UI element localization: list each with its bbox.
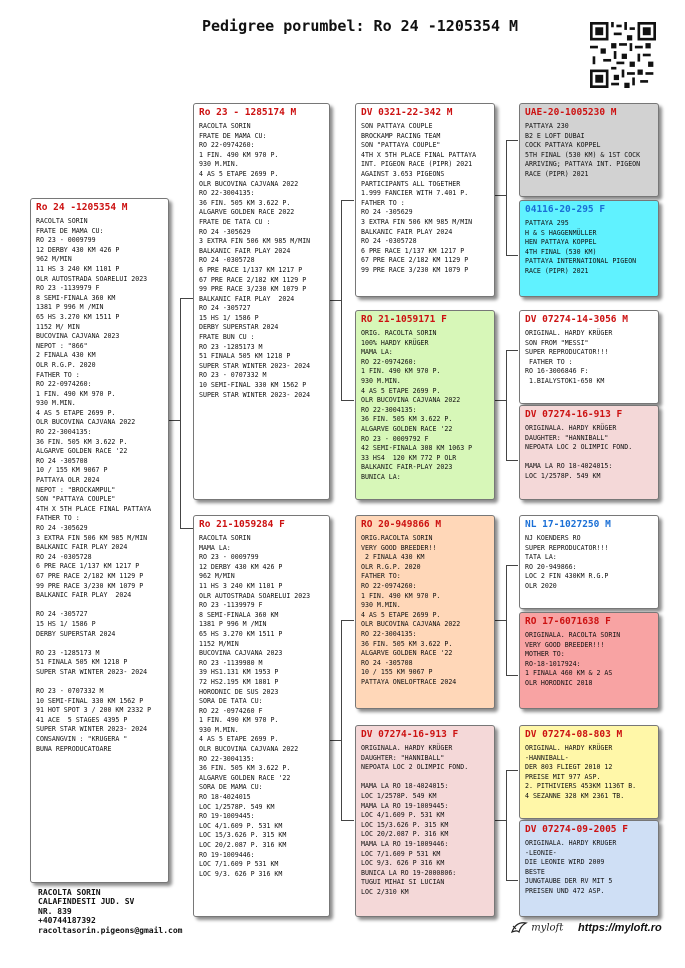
ring-number: DV 07274-16-913 F (525, 409, 623, 420)
connector-line (493, 195, 507, 196)
pigeon-card-sire (193, 103, 330, 500)
pigeon-details: ORIGINAL. HARDY KRÜGER SON FROM "MESSI" SUPER REPRODUCATOR!!! FATHER TO : RO 16-3006846 F: 1.BIALYSTOK1-650 KM (525, 329, 613, 385)
pigeon-card-sdd (519, 405, 659, 500)
connector-line (180, 298, 193, 299)
connector-line (341, 620, 342, 820)
connector-line (180, 298, 181, 528)
breeder-email: racoltasorin.pigeons@gmail.com (38, 925, 183, 935)
pigeon-details: ORIGINALA. HARDY KRÜGER DAUGHTER: "HANNIBALL" NEPOATA LOC 2 OLIMPIC FOND. MAMA LA RO 18-4024015: LOC 1/2578P. 549 KM (525, 424, 633, 480)
pigeon-card-sds (519, 310, 659, 404)
pigeon-card-main (30, 198, 169, 883)
connector-line (506, 140, 518, 141)
connector-line (506, 880, 518, 881)
connector-line (506, 770, 518, 771)
pigeon-details: ORIGINALA. HARDY KRÜGER DAUGHTER: "HANNIBALL" NEPOATA LOC 2 OLIMPIC FOND. MAMA LA RO 18-4024015: LOC 1/2578P. 549 KM MAMA LA RO 19-1009445: LOC 4/1.609 P. 531 KM LOC 15/3.626 P. 315 KM LOC 20/2.087 P. 316 KM MAMA LA RO 19-1009446: LOC 7/1.609 P 531 KM LOC 9/3. 626 P 316 KM BUNICA LA RO 19-2000806: TUGUI MIHAI SI LUCIAN LOC 2/310 KM (361, 744, 469, 896)
pigeon-card-dam-sire (355, 515, 495, 709)
breeder-contact (38, 888, 183, 935)
connector-line (493, 620, 507, 621)
connector-line (341, 200, 354, 201)
connector-line (506, 565, 518, 566)
page-title: Pedigree porumbel: Ro 24 -1205354 M (201, 17, 519, 35)
pigeon-card-dss (519, 515, 659, 609)
connector-line (506, 565, 507, 675)
pigeon-card-ddd (519, 820, 659, 917)
qr-code (590, 22, 656, 88)
connector-line (506, 255, 518, 256)
pigeon-card-dsd (519, 612, 659, 709)
website-link[interactable]: https://myloft.ro (578, 922, 662, 934)
ring-number: DV 07274-08-803 M (525, 729, 623, 740)
pigeon-details: ORIGINALA. HARDY KRUGER -LEONIE- DIE LEONIE WIRD 2009 BESTE JUNGTAUBE DER RV MIT 5 PREISEN UND 472 ASP. (525, 839, 617, 895)
pigeon-details: PATTAYA 230 B2 E LOFT DUBAI COCK PATTAYA KOPPEL 5TH FINAL (530 KM) & 1ST COCK ARRIVING; PATTAYA INT. PIGEON RACE (PIPR) 2021 (525, 122, 641, 178)
pigeon-card-dds (519, 725, 659, 819)
pigeon-details: ORIGINAL. HARDY KRÜGER -HANNIBALL- DER 803 FLIEGT 2010 12 PREISE MIT 977 ASP. 2. PITHIVIERS 453KM 1136T B. 4 SEZANNE 328 KM 2361 TB. (525, 744, 637, 800)
connector-line (180, 528, 193, 529)
connector-line (341, 200, 342, 400)
pigeon-details: ORIGINALA. RACOLTA SORIN VERY GOOD BREEDER!!! MOTHER TO: RO-18-1017924: 1 FINALA 460 KM & 2 AS OLR HORODNIC 2018 (525, 631, 621, 687)
pigeon-card-sire-dam (355, 310, 495, 500)
pigeon-card-sire-sire (355, 103, 495, 297)
connector-line (506, 675, 518, 676)
ring-number: RO 20-949866 M (361, 519, 442, 530)
connector-line (167, 420, 181, 421)
pigeon-details: NJ KOENDERS RO SUPER REPRODUCATOR!!! TATA LA: RO 20-949866: LOC 2 FIN 430KM R.G.P OLR 2020 (525, 534, 609, 590)
ring-number: NL 17-1027250 M (525, 519, 611, 530)
ring-number: DV 07274-14-3056 M (525, 314, 628, 325)
pigeon-details: ORIG.RACOLTA SORIN VERY GOOD BREEDER!! 2 FINALA 430 KM OLR R.G.P. 2020 FATHER TO: RO 22-0974260: 1 FIN. 490 KM 970 P. 930 M.MIN. 4 AS 5 ETAPE 2699 P. OLR BUCOVINA CAJVANA 2022 RO 22-3004135: 36 FIN. 505 KM 3.622 P. ALGARVE GOLDEN RACE '22 RO 24 -305708 10 / 155 KM 9067 P PATTAYA ONELOFTRACE 2024 (361, 534, 461, 686)
pigeon-logo-icon (510, 920, 528, 936)
ring-number: Ro 24 -1205354 M (36, 202, 128, 213)
pigeon-card-ssd (519, 200, 659, 297)
connector-line (506, 350, 518, 351)
pigeon-card-dam (193, 515, 330, 917)
ring-number: UAE-20-1005230 M (525, 107, 617, 118)
breeder-address-number: NR. 839 (38, 906, 72, 916)
ring-number: RO 17-6071638 F (525, 616, 611, 627)
ring-number: Ro 21-1059284 F (199, 519, 285, 530)
connector-line (506, 460, 518, 461)
ring-number: DV 07274-09-2005 F (525, 824, 628, 835)
connector-line (341, 400, 354, 401)
breeder-name: RACOLTA SORIN (38, 888, 101, 897)
ring-number: DV 07274-16-913 F (361, 729, 459, 740)
connector-line (328, 740, 342, 741)
connector-line (493, 400, 507, 401)
ring-number: Ro 23 - 1285174 M (199, 107, 297, 118)
connector-line (506, 770, 507, 880)
logo-text: myloft (531, 922, 564, 934)
breeder-address: CALAFINDESTI JUD. SV (38, 897, 135, 907)
pigeon-card-sss (519, 103, 659, 197)
pigeon-details: RACOLTA SORIN FRATE DE MAMA CU: RO 23 - 0009799 12 DERBY 430 KM 426 P 962 M/MIN 11 HS 3 240 KM 1101 P OLR AUTOSTRADA SOARELUI 2023 RO 23 -1139979 F 8 SEMI-FINALA 360 KM 1381 P 996 M /MIN 65 HS 3.270 KM 1511 P 1152 M/ MIN BUCOVINA CAJVANA 2023 NEPOT : "866" 2 FINALA 430 KM OLR R.G.P. 2020 FATHER TO : RO 22-0974260: 1 FIN. 490 KM 970 P. 930 M.MIN. 4 AS 5 ETAPE 2699 P. OLR BUCOVINA CAJVANA 2022 RO 22-3004135: 36 FIN. 505 KM 3.622 P. ALGARVE GOLDEN RACE '22 RO 24 -305708 10 / 155 KM 9067 P PATTAYA OLR 2024 NEPOT : "BROCKAMPUL" SON "PATTAYA COUPLE" 4TH X 5TH PLACE FINAL PATTAYA FATHER TO : RO 24 -305629 3 EXTRA FIN 506 KM 985 M/MIN BALKANIC FAIR PLAY 2024 RO 24 -0305728 6 PRE RACE 1/137 KM 1217 P 67 PRE RACE 2/182 KM 1129 P 99 PRE RACE 3/230 KM 1079 P BALKANIC FAIR PLAY 2024 RO 24 -305727 15 HS 1/ 1586 P DERBY SUPERSTAR 2024 RO 23 -1285173 M 51 FINALA 505 KM 1218 P SUPER STAR WINTER 2023- 2024 RO 23 - 0707332 M 10 SEMI-FINAL 330 KM 1562 P 91 HOT SPOT 3 / 200 KM 2332 P 41 ACE 5 STAGES 4395 P SUPER STAR WINTER 2023- 2024 CONSANGVIN : "KRUGERA " BUNA REPRODUCATOARE (36, 217, 152, 753)
connector-line (328, 300, 342, 301)
breeder-phone: +40744187392 (38, 916, 96, 926)
pigeon-details: PATTAYA 295 H & S HAGGENMÜLLER HEN PATTAYA KOPPEL 4TH FINAL (530 KM) PATTAYA INTERNATIONAL PIGEON RACE (PIPR) 2021 (525, 219, 637, 275)
connector-line (506, 140, 507, 255)
pigeon-card-dam-dam (355, 725, 495, 917)
myloft-logo (510, 920, 563, 936)
connector-line (341, 620, 354, 621)
pigeon-details: SON PATTAYA COUPLE BROCKAMP RACING TEAM SON "PATTAYA COUPLE" 4TH X 5TH PLACE FINAL PATTAYA INT. PIGEON RACE (PIPR) 2021 AGAINST 3.653 PIGEONS PARTICIPANTS ALL TOGETHER 1.999 FANCIER WITH 7.401 P. FATHER TO : RO 24 -305629 3 EXTRA FIN 506 KM 985 M/MIN BALKANIC FAIR PLAY 2024 RO 24 -0305728 6 PRE RACE 1/137 KM 1217 P 67 PRE RACE 2/182 KM 1129 P 99 PRE RACE 3/230 KM 1079 P (361, 122, 477, 274)
pigeon-details: RACOLTA SORIN MAMA LA: RO 23 - 0009799 12 DERBY 430 KM 426 P 962 M/MIN 11 HS 3 240 KM 1101 P OLR AUTOSTRADA SOARELUI 2023 RO 23 -1139979 F 8 SEMI-FINALA 360 KM 1381 P 996 M /MIN 65 HS 3.270 KM 1511 P 1152 M/MIN BUCOVINA CAJVANA 2023 RO 23 -1139980 M 39 HS1.131 KM 1953 P 72 HS2.195 KM 1881 P HORODNIC DE SUS 2023 SORA DE TATA CU: RO 22 -0974260 F 1 FIN. 490 KM 970 P. 930 M.MIN. 4 AS 5 ETAPE 2699 P. OLR BUCOVINA CAJVANA 2022 RO 22-3004135: 36 FIN. 505 KM 3.622 P. ALGARVE GOLDEN RACE '22 SORA DE MAMA CU: RO 18-4024015 LOC 1/2578P. 549 KM RO 19-1009445: LOC 4/1.609 P. 531 KM LOC 15/3.626 P. 315 KM LOC 20/2.087 P. 316 KM RO 19-1009446: LOC 7/1.609 P 531 KM LOC 9/3. 626 P 316 KM (199, 534, 311, 878)
connector-line (493, 820, 507, 821)
ring-number: 04116-20-295 F (525, 204, 606, 215)
ring-number: RO 21-1059171 F (361, 314, 447, 325)
ring-number: DV 0321-22-342 M (361, 107, 453, 118)
pigeon-details: ORIG. RACOLTA SORIN 100% HARDY KRÜGER MAMA LA: RO 22-0974260: 1 FIN. 490 KM 970 P. 930 M.MIN. 4 AS 5 ETAPE 2699 P. OLR BUCOVINA CAJVANA 2022 RO 22-3004135: 36 FIN. 505 KM 3.622 P. ALGARVE GOLDEN RACE '22 RO 23 - 0009792 F 42 SEMI-FINALA 308 KM 1063 P 33 HS4 120 KM 772 P OLR BALKANIC FAIR-PLAY 2023 BUNICA LA: (361, 329, 473, 481)
connector-line (506, 350, 507, 460)
connector-line (341, 820, 354, 821)
pigeon-details: RACOLTA SORIN FRATE DE MAMA CU: RO 22-0974260: 1 FIN. 490 KM 970 P. 930 M.MIN. 4 AS 5 ETAPE 2699 P. OLR BUCOVINA CAJVANA 2022 RO 22-3004135: 36 FIN. 505 KM 3.622 P. ALGARVE GOLDEN RACE 2022 FRATE DE TATA CU : RO 24 -305629 3 EXTRA FIN 506 KM 985 M/MIN BALKANIC FAIR PLAY 2024 RO 24 -0305728 6 PRE RACE 1/137 KM 1217 P 67 PRE RACE 2/182 KM 1129 P 99 PRE RACE 3/230 KM 1079 P BALKANIC FAIR PLAY 2024 RO 24 -305727 15 HS 1/ 1586 P DERBY SUPERSTAR 2024 FRATE BUN CU : RO 23 -1285173 M 51 FINALA 505 KM 1218 P SUPER STAR WINTER 2023- 2024 RO 23 - 0707332 M 10 SEMI-FINAL 330 KM 1562 P SUPER STAR WINTER 2023- 2024 (199, 122, 311, 399)
